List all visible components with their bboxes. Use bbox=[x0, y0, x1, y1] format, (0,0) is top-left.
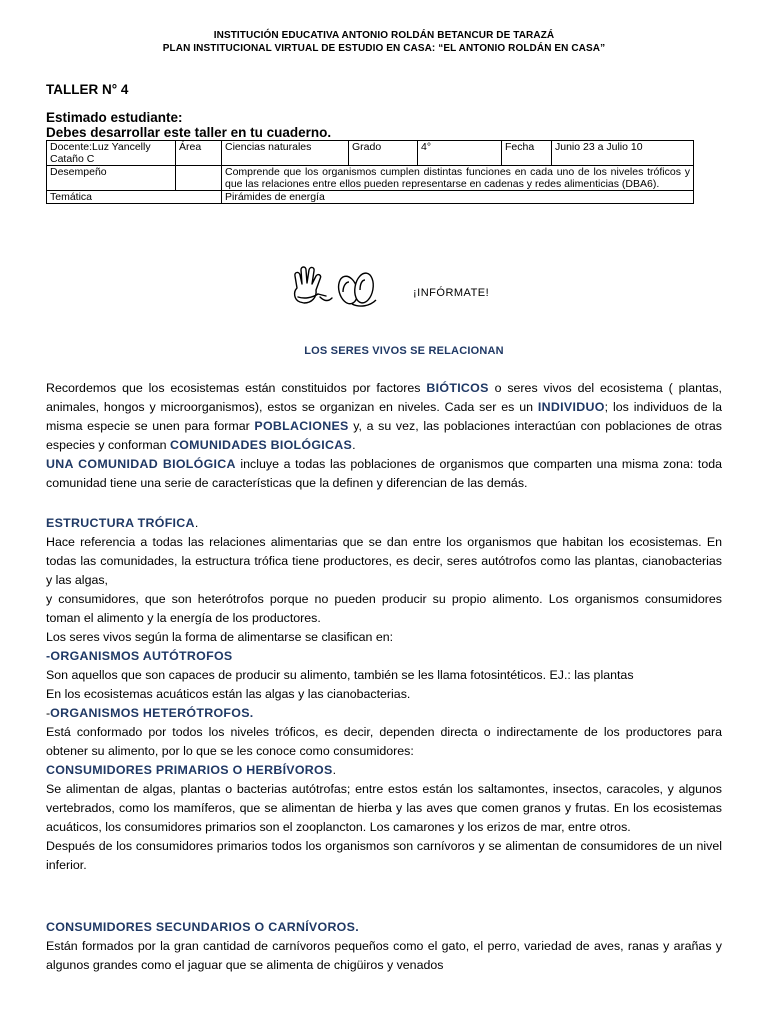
grado-value: 4° bbox=[418, 141, 502, 166]
table-row bbox=[47, 166, 694, 191]
keyword-comunidades: COMUNIDADES BIOLÓGICAS bbox=[169, 438, 353, 452]
keyword-bioticos: BIÓTICOS bbox=[426, 381, 489, 395]
greeting: Estimado estudiante: bbox=[46, 110, 183, 125]
table-row bbox=[47, 141, 694, 166]
secundarios-p1: Están formados por la gran cantidad de carnívoros pequeños como el gato, el perro, variedad de aves, ranas y arañas y algunos grandes como el jaguar que se alimenta de chigüiros y venados bbox=[46, 939, 722, 972]
informate-label: ¡INFÓRMATE! bbox=[413, 287, 490, 299]
estructura-heading: ESTRUCTURA TRÓFICA. bbox=[46, 516, 199, 530]
autotrofos-p1: Son aquellos que son capaces de producir su alimento, también se les llama fotosintéticos. EJ.: las plantas bbox=[46, 668, 634, 682]
info-table bbox=[46, 140, 694, 204]
estructura-p2: y consumidores, que son heterótrofos porque no pueden producir su propio alimento. Los organismos consumidores toman el alimento y la energía de los productores. bbox=[46, 592, 722, 625]
heterotrofos-p1: Está conformado por todos los niveles tróficos, es decir, dependen directa o indirectamente de los productores para obtener su alimento, por lo que se les conoce como consumidores: bbox=[46, 725, 722, 758]
intro-text bbox=[46, 379, 722, 493]
fecha-value: Junio 23 a Julio 10 bbox=[552, 141, 694, 166]
estructura-section bbox=[46, 514, 722, 875]
fecha-label: Fecha bbox=[502, 141, 552, 166]
docente-cell: Docente:Luz Yancelly Cataño C bbox=[47, 141, 176, 166]
estructura-p3: Los seres vivos según la forma de alimentarse se clasifican en: bbox=[46, 630, 394, 644]
intro-paragraph: Recordemos que los ecosistemas están constituidos por factores BIÓTICOS o seres vivos del ecosistema ( plantas, animales, hongos y microorganismos), estos se organizan en niveles. Cada ser es un INDIVIDUO; los individuos de la misma especie se unen para formar POBLACIONES y, a su vez, las poblaciones interactúan con poblaciones de otras especies y conforman COMUNIDADES BIOLÓGICAS. bbox=[46, 381, 722, 452]
informate-mascot bbox=[290, 264, 400, 308]
comunidad-paragraph: UNA COMUNIDAD BIOLÓGICA incluye a todas las poblaciones de organismos que comparten una misma zona: toda comunidad tiene una serie de características que la definen y diferencian de las demás. bbox=[46, 457, 722, 490]
secundarios-heading: CONSUMIDORES SECUNDARIOS O CARNÍVOROS. bbox=[46, 920, 359, 934]
desempeno-label: Desempeño bbox=[47, 166, 176, 191]
estructura-p1: Hace referencia a todas las relaciones alimentarias que se dan entre los organismos que habitan los ecosistemas. En todas las comunidades, la estructura trófica tiene productores, es decir, seres autótrofos como las plantas, cianobacterias y las algas, bbox=[46, 535, 722, 587]
area-value: Ciencias naturales bbox=[222, 141, 349, 166]
cartoon-eyes-icon bbox=[336, 272, 376, 306]
waving-glove-hand-icon bbox=[295, 267, 332, 303]
desempeno-value: Comprende que los organismos cumplen distintas funciones en cada uno de los niveles tróficos y que las relaciones entre ellos pueden representarse en cadenas y redes alimenticias (DBA6). bbox=[222, 166, 694, 191]
heterotrofos-heading: -ORGANISMOS HETERÓTROFOS. bbox=[46, 706, 254, 720]
table-row bbox=[47, 191, 694, 204]
header-plan: PLAN INSTITUCIONAL VIRTUAL DE ESTUDIO EN CASA: “EL ANTONIO ROLDÁN EN CASA” bbox=[162, 43, 606, 54]
taller-number: TALLER N° 4 bbox=[46, 82, 129, 97]
autotrofos-heading: -ORGANISMOS AUTÓTROFOS bbox=[46, 649, 233, 663]
autotrofos-p2: En los ecosistemas acuáticos están las algas y las cianobacterias. bbox=[46, 687, 411, 701]
tematica-label: Temática bbox=[47, 191, 222, 204]
grado-label: Grado bbox=[349, 141, 418, 166]
section-title: LOS SERES VIVOS SE RELACIONAN bbox=[304, 345, 504, 357]
keyword-individuo: INDIVIDUO bbox=[537, 400, 605, 414]
instruction: Debes desarrollar este taller en tu cuaderno. bbox=[46, 125, 332, 140]
keyword-poblaciones: POBLACIONES bbox=[254, 419, 349, 433]
primarios-p2: Después de los consumidores primarios todos los organismos son carnívoros y se alimentan de consumidores de un nivel inferior. bbox=[46, 839, 722, 872]
primarios-p1: Se alimentan de algas, plantas o bacterias autótrofas; entre estos están los saltamontes, insectos, caracoles, y algunos vertebrados, como los mamíferos, que se alimentan de hierba y las aves que comen granos y frutas. En los ecosistemas acuáticos, los consumidores primarios son el zooplancton. Los camarones y los erizos de mar, entre otros. bbox=[46, 782, 722, 834]
tematica-value: Pirámides de energía bbox=[222, 191, 694, 204]
secundarios-section bbox=[46, 918, 722, 975]
area-label: Área bbox=[176, 141, 222, 166]
primarios-heading: CONSUMIDORES PRIMARIOS O HERBÍVOROS. bbox=[46, 763, 337, 777]
header-institution: INSTITUCIÓN EDUCATIVA ANTONIO ROLDÁN BETANCUR DE TARAZÁ bbox=[213, 30, 555, 41]
keyword-comunidad-biologica: UNA COMUNIDAD BIOLÓGICA bbox=[46, 457, 236, 471]
